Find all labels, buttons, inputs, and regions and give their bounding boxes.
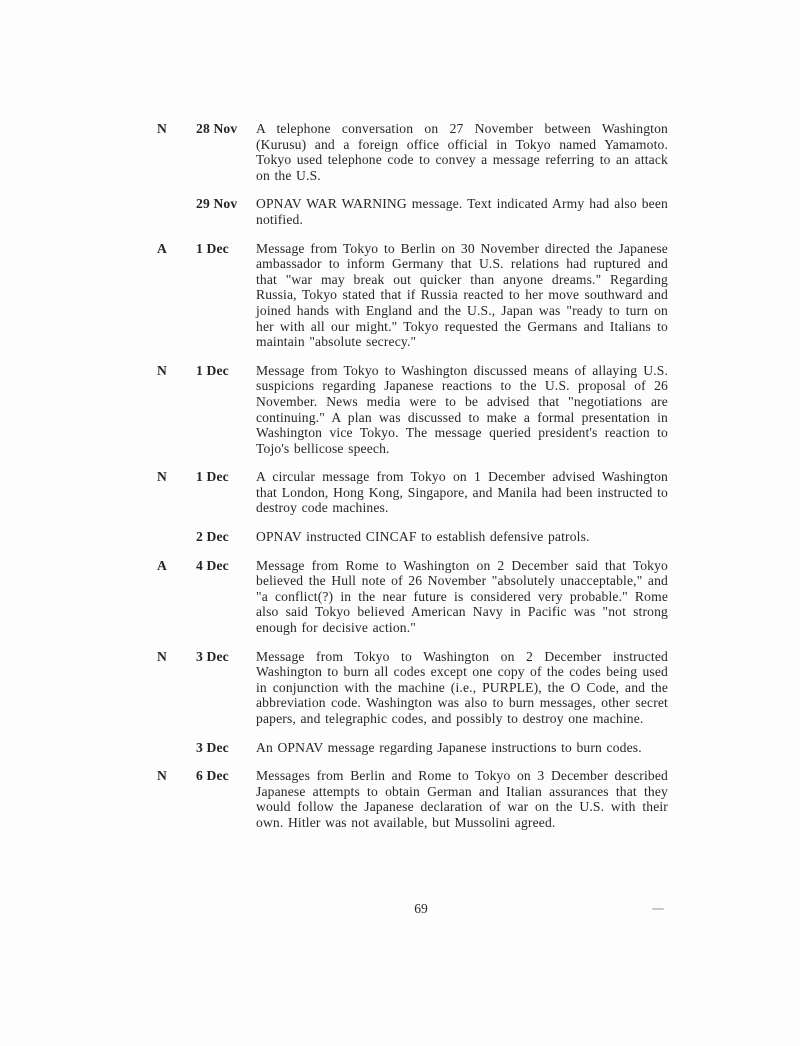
chronology-entry bbox=[157, 558, 668, 636]
entry-date: 1 Dec bbox=[196, 362, 229, 378]
entry-source-code: N bbox=[157, 121, 167, 136]
entry-date: 1 Dec bbox=[196, 469, 229, 485]
chronology-entry bbox=[157, 740, 668, 756]
entry-date: 28 Nov bbox=[196, 121, 238, 136]
chronology-entry bbox=[157, 649, 668, 727]
entry-source-code: A bbox=[157, 557, 167, 573]
entry-source-code: N bbox=[157, 469, 167, 485]
entry-source-code: N bbox=[157, 768, 167, 784]
page-footer bbox=[0, 901, 800, 921]
chronology-entry bbox=[157, 121, 668, 183]
entry-date: 4 Dec bbox=[196, 557, 229, 573]
chronology-entry-list bbox=[157, 121, 668, 844]
entry-date: 2 Dec bbox=[196, 529, 229, 545]
chronology-entry bbox=[157, 196, 668, 227]
entry-text: OPNAV WAR WARNING message. Text indicated Army had also been notified. bbox=[256, 196, 668, 227]
entry-date: 6 Dec bbox=[196, 768, 229, 784]
entry-text: OPNAV instructed CINCAF to establish defensive patrols. bbox=[256, 529, 590, 545]
entry-date: 3 Dec bbox=[196, 739, 229, 755]
entry-text: Message from Tokyo to Berlin on 30 November directed the Japanese ambassador to inform Germany that U.S. relations had ruptured and that "war may break out quicker than anyone dreams." Regarding Russia, Tokyo stated that if Russia reacted to her move southward and joined hands with England and the U.S., Japan was "ready to turn on her with all our might." Tokyo requested the Germans and Italians to maintain "absolute secrecy." bbox=[256, 240, 668, 350]
entry-text: Message from Tokyo to Washington on 2 December instructed Washington to burn all codes except one copy of the codes being used in conjunction with the machine (i.e., PURPLE), the O Code, and the abbreviation code. Washington was also to burn messages, other secret papers, and telegraphic codes, and possibly to destroy one machine. bbox=[256, 648, 668, 726]
chronology-entry bbox=[157, 469, 668, 516]
chronology-entry bbox=[157, 241, 668, 350]
entry-date: 1 Dec bbox=[196, 240, 229, 256]
chronology-entry bbox=[157, 363, 668, 457]
entry-date: 3 Dec bbox=[196, 648, 229, 664]
entry-source-code: N bbox=[157, 648, 167, 664]
entry-text: An OPNAV message regarding Japanese instructions to burn codes. bbox=[256, 739, 642, 755]
entry-text: Message from Rome to Washington on 2 December said that Tokyo believed the Hull note of 26 November "absolutely unacceptable," and "a conflict(?) in the near future is considered very probable." Rome also said Tokyo believed American Navy in Pacific was "not strong enough for decisive action." bbox=[256, 557, 668, 636]
page-number: 69 bbox=[414, 901, 428, 916]
stray-dash-mark bbox=[652, 908, 664, 910]
entry-date: 29 Nov bbox=[196, 196, 238, 212]
entry-text: Messages from Berlin and Rome to Tokyo on 3 December described Japanese attempts to obtain German and Italian assurances that they would follow the Japanese declaration of war on the U.S. with their own. Hitler was not available, but Mussolini agreed. bbox=[256, 768, 668, 830]
entry-source-code: A bbox=[157, 240, 167, 256]
chronology-entry bbox=[157, 768, 668, 830]
chronology-entry bbox=[157, 529, 668, 545]
entry-source-code: N bbox=[157, 362, 167, 378]
entry-text: A circular message from Tokyo on 1 December advised Washington that London, Hong Kong, Singapore, and Manila had been instructed to destroy code machines. bbox=[256, 469, 668, 516]
entry-text: Message from Tokyo to Washington discussed means of allaying U.S. suspicions regarding Japanese reactions to the U.S. proposal of 26 November. News media were to be advised that "negotiations are continuing." A plan was discussed to make a formal presentation in Washington vice Tokyo. The message queried president's reaction to Tojo's bellicose speech. bbox=[256, 362, 668, 456]
entry-text: A telephone conversation on 27 November between Washington (Kurusu) and a foreign office official in Tokyo named Yamamoto. Tokyo used telephone code to convey a message referring to an attack on the U.S. bbox=[256, 121, 668, 183]
